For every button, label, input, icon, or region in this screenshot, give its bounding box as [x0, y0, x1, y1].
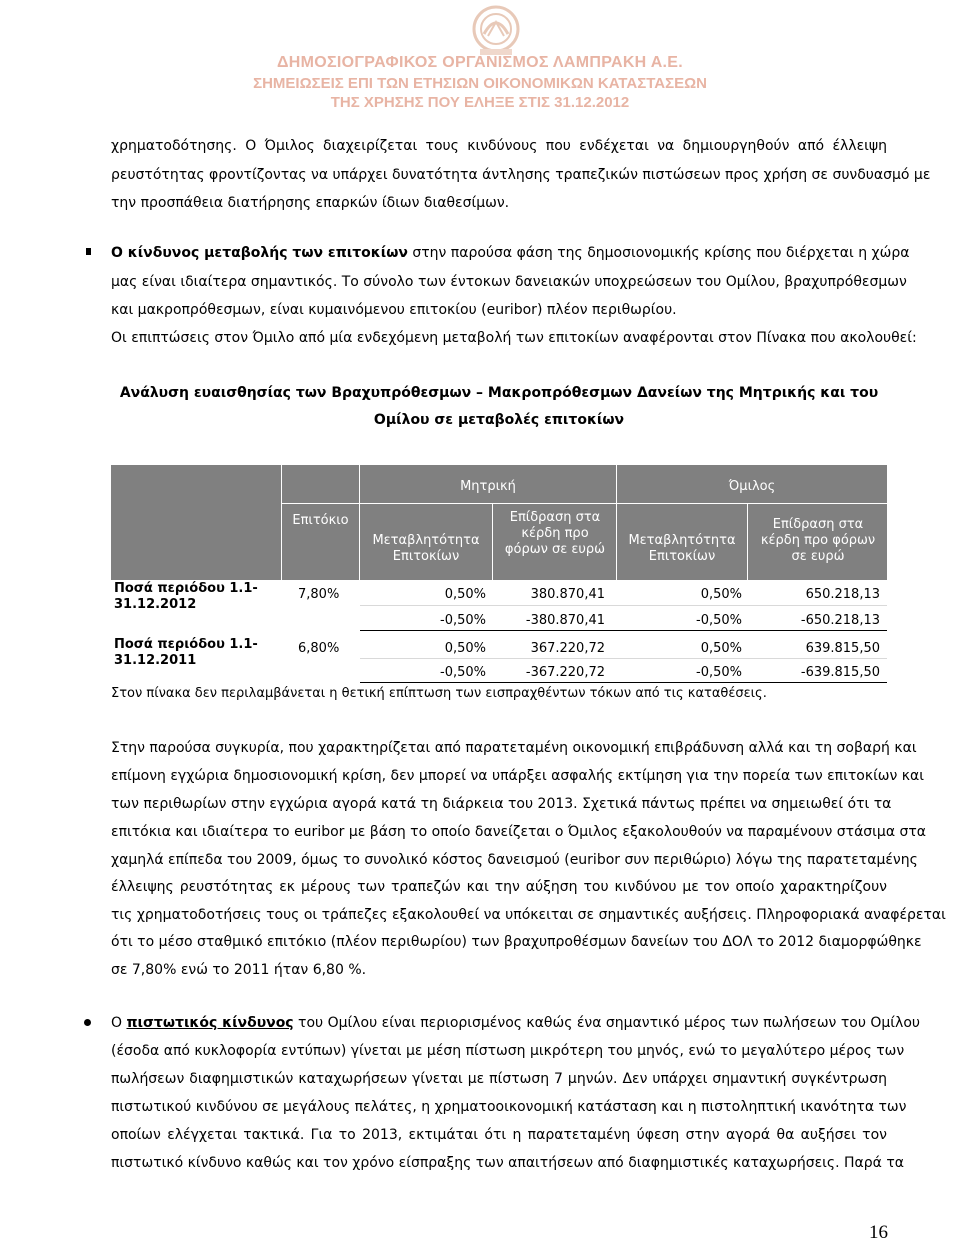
- company-logo-icon: [466, 4, 526, 58]
- eff-group-2011-down: -639.815,50: [800, 665, 880, 680]
- header-var-parent: Μεταβλητότητα Επιτοκίων: [372, 533, 480, 564]
- table-header-blank: [282, 465, 359, 503]
- table-note: Στον πίνακα δεν περιλαμβάνεται η θετική επίπτωση των εισπραχθέντων τόκων από τις καταθέσεις.: [111, 686, 767, 701]
- period-label-2012: Ποσά περιόδου 1.1-31.12.2012: [114, 581, 258, 612]
- header-notes-title: ΣΗΜΕΙΩΣΕΙΣ ΕΠΙ ΤΩΝ ΕΤΗΣΙΩΝ ΟΙΚΟΝΟΜΙΚΩΝ ΚΑΤΑΣΤΑΣΕΩΝ: [253, 75, 707, 92]
- para3-line1: Στην παρούσα συγκυρία, που χαρακτηρίζεται από παρατεταμένη οικονομική επιβράδυνση αλλά και τη σοβαρή και: [111, 740, 917, 756]
- rate-2011: 6,80%: [298, 641, 340, 656]
- var-parent-2011-down: -0,50%: [440, 665, 486, 680]
- header-var-group: Μεταβλητότητα Επιτοκίων: [628, 533, 736, 564]
- para4-line2: (έσοδα από κυκλοφορία εντύπων) γίνεται με μέση πίστωση μικρότερη του μηνός, ενώ το μεγαλύτερο μέρος των: [111, 1043, 905, 1059]
- table-title-line2: Ομίλου σε μεταβολές επιτοκίων: [373, 412, 625, 428]
- para4-line6: πιστωτικό κίνδυνο καθώς και τον χρόνο είσπραξης των απαιτήσεων από διαφημιστικές καταχωρήσεις. Παρά τα: [111, 1155, 904, 1171]
- rate-2012: 7,80%: [298, 587, 340, 602]
- var-group-2012-down: -0,50%: [696, 613, 742, 628]
- para1-line1: χρηματοδότησης. Ο Όμιλος διαχειρίζεται τους κινδύνους που ενδέχεται να δημιουργηθούν από έλλειψη: [111, 138, 887, 154]
- para2-line1-rest: στην παρούσα φάση της δημοσιονομικής κρίσης που διέρχεται η χώρα: [407, 245, 910, 261]
- header-group: Όμιλος: [728, 479, 776, 494]
- var-parent-2012-up: 0,50%: [444, 587, 486, 602]
- header-eff-parent: Επίδραση στα κέρδη προ φόρων σε ευρώ: [504, 510, 606, 557]
- header-company-name: ΔΗΜΟΣΙΟΓΡΑΦΙΚΟΣ ΟΡΓΑΝΙΣΜΟΣ ΛΑΜΠΡΑΚΗ Α.Ε.: [276, 54, 684, 71]
- var-parent-2011-up: 0,50%: [444, 641, 486, 656]
- para4-prefix: Ο: [111, 1015, 127, 1031]
- eff-parent-2011-down: -367.220,72: [525, 665, 605, 680]
- para4-line1: [111, 1014, 920, 1032]
- header-rate: Επιτόκιο: [292, 513, 349, 528]
- para4-line4: πιστωτικού κινδύνου σε μεγάλους πελάτες, η χρηματοοικονομική κατάσταση και η πιστοληπτική ικανότητα των: [111, 1099, 907, 1115]
- table-row-divider: [360, 630, 887, 631]
- para3-line2: επίμονη εγχώρια δημοσιονομική κρίση, δεν μπορεί να υπάρξει ασφαλής εκτίμηση για την πορεία των επιτοκίων και: [111, 768, 925, 784]
- square-bullet-icon: [86, 248, 91, 255]
- eff-group-2012-down: -650.218,13: [800, 613, 880, 628]
- eff-group-2012-up: 650.218,13: [805, 587, 880, 602]
- para3-line5: χαμηλά επίπεδα του 2009, όμως το συνολικό κόστος δανεισμού (euribor συν περιθώριο) λόγω της παρατεταμένης: [111, 852, 918, 868]
- interest-rate-risk-heading: Ο κίνδυνος μεταβολής των επιτοκίων: [111, 245, 408, 261]
- table-corner-header: [111, 465, 281, 580]
- para4-line3: πωλήσεων διαφημιστικών καταχωρήσεων γίνεται με πίστωση 7 μηνών. Δεν υπάρχει σημαντική συγκέντρωση: [111, 1071, 887, 1087]
- eff-parent-2012-up: 380.870,41: [530, 587, 605, 602]
- header-parent: Μητρική: [460, 479, 516, 494]
- para1-line2: ρευστότητας φροντίζοντας να υπάρχει δυνατότητα άντλησης τραπεζικών πιστώσεων προς χρήση σε συνδυασμό με: [111, 167, 931, 183]
- credit-risk-heading: πιστωτικός κίνδυνος: [126, 1015, 294, 1031]
- var-group-2011-down: -0,50%: [696, 665, 742, 680]
- para1-line3: την προσπάθεια διατήρησης επαρκών ίδιων διαθεσίμων.: [111, 195, 510, 211]
- para3-line3: των περιθωρίων στην εγχώρια αγορά κατά τη διάρκεια του 2013. Σχετικά πάντως πρέπει να σημειωθεί ότι τα: [111, 796, 892, 812]
- var-group-2012-up: 0,50%: [700, 587, 742, 602]
- para3-line9: σε 7,80% ενώ το 2011 ήταν 6,80 %.: [111, 962, 367, 978]
- period-label-2011: Ποσά περιόδου 1.1-31.12.2011: [114, 637, 258, 668]
- page-number: 16: [869, 1222, 888, 1243]
- para2-line1: [111, 244, 910, 262]
- var-group-2011-up: 0,50%: [700, 641, 742, 656]
- header-fiscal-year: ΤΗΣ ΧΡΗΣΗΣ ΠΟΥ ΕΛΗΞΕ ΣΤΙΣ 31.12.2012: [330, 94, 630, 111]
- var-parent-2012-down: -0,50%: [440, 613, 486, 628]
- para4-line1-rest: του Ομίλου είναι περιορισμένος καθώς ένα σημαντικό μέρος των πωλήσεων του Ομίλου: [293, 1015, 920, 1031]
- eff-parent-2011-up: 367.220,72: [530, 641, 605, 656]
- para2-line4: Οι επιπτώσεις στον Όμιλο από μία ενδεχόμενη μεταβολή των επιτοκίων αναφέρονται στον Πίνακα που ακολουθεί:: [111, 330, 917, 346]
- table-title-line1: Ανάλυση ευαισθησίας των Βραχυπρόθεσμων – Μακροπρόθεσμων Δανείων της Μητρικής και του: [119, 385, 879, 401]
- para3-line8: ότι το μέσο σταθμικό επιτόκιο (πλέον περιθωρίου) των βραχυπροθέσμων δανείων του ΔΟΛ το 2012 διαμορφώθηκε: [111, 934, 922, 950]
- para4-line5: οποίων ελέγχεται τακτικά. Για το 2013, εκτιμάται ότι η παρατεταμένη ύφεση στην αγορά θα αυξήσει τον: [111, 1127, 887, 1143]
- table-bottom-border: [360, 682, 887, 683]
- eff-group-2011-up: 639.815,50: [805, 641, 880, 656]
- para2-line3: και μακροπρόθεσμων, είναι κυμαινόμενου επιτοκίου (euribor) πλέον περιθωρίου.: [111, 302, 677, 318]
- para3-line6: έλλειψης ρευστότητας εκ μέρους των τραπεζών και την αύξηση του κινδύνου με τον οποίο χαρακτηρίζουν: [111, 879, 887, 895]
- header-eff-group: Επίδραση στα κέρδη προ φόρων σε ευρώ: [760, 517, 876, 564]
- round-bullet-icon: [84, 1019, 91, 1026]
- eff-parent-2012-down: -380.870,41: [525, 613, 605, 628]
- para3-line4: επιτόκια και ιδιαίτερα το euribor με βάση το οποίο δανείζεται ο Όμιλος εξακολουθούν να παραμένουν στάσιμα στα: [111, 824, 927, 840]
- para2-line2: μας είναι ιδιαίτερα σημαντικός. Το σύνολο των έντοκων δανειακών υποχρεώσεων του Ομίλου, βραχυπρόθεσμων: [111, 274, 907, 290]
- para3-line7: τις χρηματοδοτήσεις τους οι τράπεζες εξακολουθεί να υπόκειται σε σημαντικές αυξήσεις. Πληροφοριακά αναφέρεται: [111, 907, 946, 923]
